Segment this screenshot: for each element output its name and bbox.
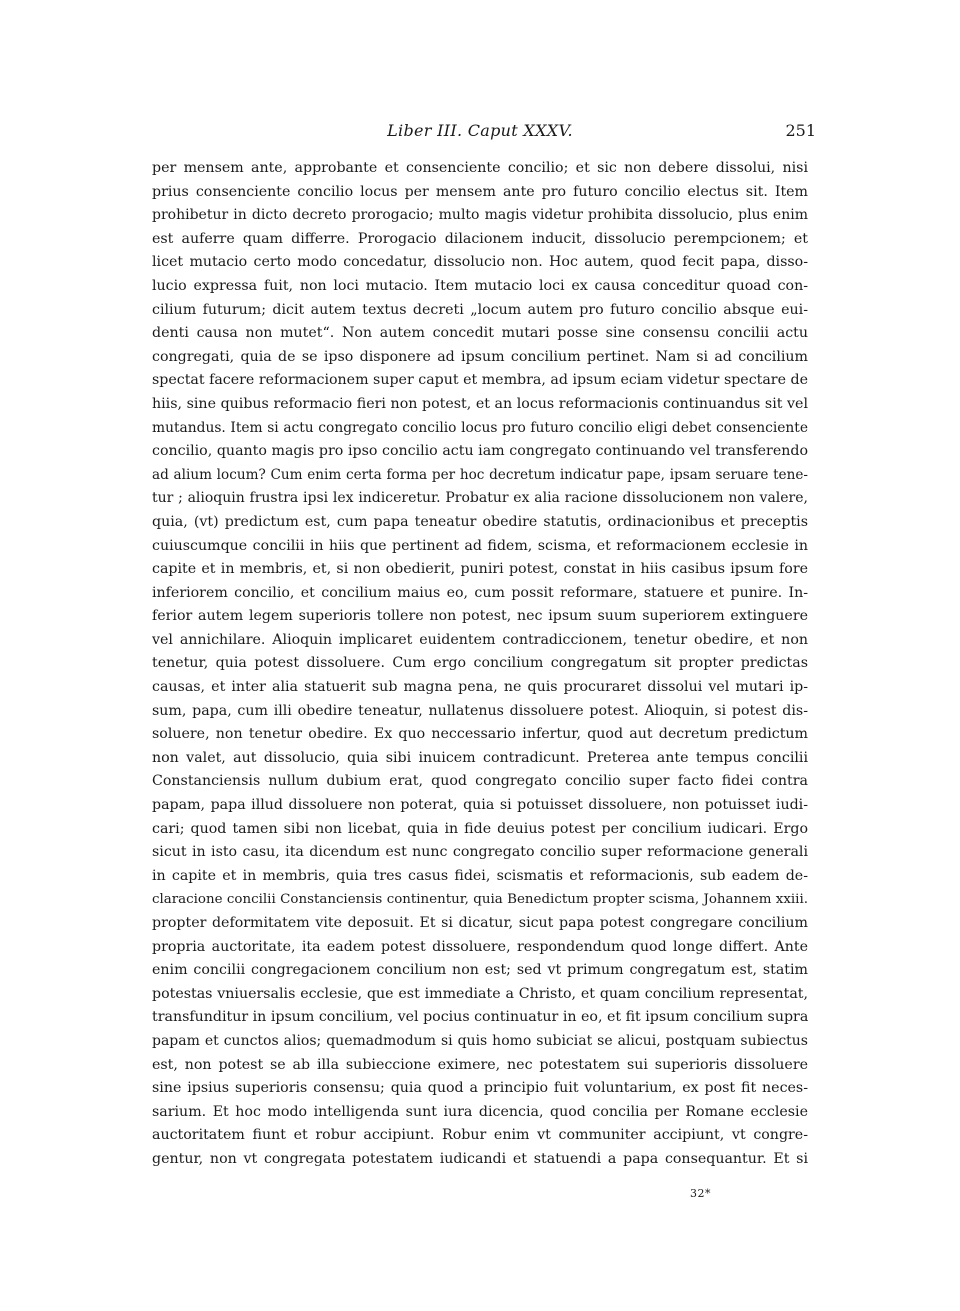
text-line: gentur, non vt congregata potestatem iudicandi et statuendi a papa consequantur. Et si (152, 1150, 808, 1167)
text-line: ferior autem legem superioris tollere non potest, nec ipsum suum superiorem extinguere (152, 608, 808, 625)
running-title: Liber III. Caput XXXV. (387, 121, 573, 140)
text-line: causas, et inter alia statuerit sub magna pena, ne quis procuraret dissolui vel mutari ip- (152, 679, 808, 696)
text-line: est, non potest se ab illa subieccione eximere, nec potestatem sui superioris dissoluere (152, 1056, 808, 1073)
text-line: concilio, quanto magis pro ipso concilio actu iam congregato continuando vel transferendo (152, 443, 808, 460)
text-line: sicut in isto casu, ita dicendum est nunc congregato concilio super reformacione generali (152, 844, 808, 861)
page-number: 251 (785, 121, 816, 140)
text-line: hiis, sine quibus reformacio fieri non potest, et an locus reformacionis continuandus sit vel (152, 395, 808, 412)
text-line: congregati, quia de se ipso disponere ad ipsum concilium pertinet. Nam si ad concilium (152, 348, 808, 365)
text-line: enim concilii congregacionem concilium non est; sed vt primum congregatum est, statim (152, 962, 808, 979)
text-line: papam, papa illud dissoluere non poterat, quia si potuisset dissoluere, non potuisset iudi- (152, 797, 808, 814)
text-line: licet mutacio certo modo concedatur, dissolucio non. Hoc autem, quod fecit papa, disso- (152, 254, 808, 271)
text-line: ad alium locum? Cum enim certa forma per hoc decretum indicatur pape, ipsam seruare tene- (152, 466, 808, 483)
text-line: est auferre quam differre. Prorogacio dilacionem inducit, dissolucio perempcionem; et (152, 230, 808, 247)
body-text (152, 157, 808, 1172)
text-line: non valet, aut dissolucio, quia sibi inuicem contradicunt. Preterea ante tempus concilii (152, 749, 808, 766)
text-line: sum, papa, cum illi obedire teneatur, nullatenus dissoluere potest. Alioquin, si potest dis- (152, 702, 808, 719)
text-line: tur ; alioquin frustra ipsi lex indiceretur. Probatur ex alia racione dissolucionem non valere, (152, 490, 808, 507)
text-line: sarium. Et hoc modo intelligenda sunt iura dicencia, quod concilia per Romane ecclesie (152, 1103, 808, 1120)
text-line: mutandus. Item si actu congregato concilio locus pro futuro concilio eligi debet consenciente (152, 419, 808, 436)
text-line: transfunditur in ipsum concilium, vel pocius continuatur in eo, et fit ipsum concilium supra (152, 1009, 808, 1026)
text-line: potestas vniuersalis ecclesie, que est immediate a Christo, et quam concilium representat, (152, 985, 808, 1002)
text-line: quia, (vt) predictum est, cum papa teneatur obedire statutis, ordinacionibus et preceptis (152, 513, 808, 530)
text-line: soluere, non tenetur obedire. Ex quo neccessario infertur, quod aut decretum predictum (152, 726, 808, 743)
text-line: sine ipsius superioris consensu; quia quod a principio fuit voluntarium, ex post fit neces- (152, 1080, 808, 1097)
text-line: prohibetur in dicto decreto prorogacio; multo magis videtur prohibita dissolucio, plus enim (152, 207, 808, 224)
text-line: cari; quod tamen sibi non licebat, quia in fide deuius potest per concilium iudicari. Ergo (152, 820, 808, 837)
text-line: denti causa non mutet“. Non autem concedit mutari posse sine consensu concilii actu (152, 325, 808, 342)
text-line: propter deformitatem vite deposuit. Et si dicatur, sicut papa potest congregare concilium (152, 915, 808, 931)
text-line: vel annichilare. Alioquin implicaret euidentem contradiccionem, tenetur obedire, et non (152, 631, 808, 648)
text-line: auctoritatem fiunt et robur accipiunt. Robur enim vt communiter accipiunt, vt congre- (152, 1127, 808, 1144)
text-line: per mensem ante, approbante et consenciente concilio; et sic non debere dissolui, nisi (152, 160, 808, 176)
text-line: propria auctoritate, ita eadem potest dissoluere, respondendum quod longe differt. Ante (152, 938, 808, 955)
text-line: lucio expressa fuit, non loci mutacio. Item mutacio loci ex causa conceditur quoad con- (152, 277, 808, 294)
text-line: papam et cunctos alios; quemadmodum si quis homo subiciat se alicui, postquam subiectus (152, 1032, 808, 1049)
text-line: spectat facere reformacionem super caput et membra, ad ipsum eciam videtur spectare de (152, 372, 808, 389)
signature-mark: 32* (690, 1187, 711, 1200)
text-line: capite et in membris, et, si non obedierit, puniri potest, constat in hiis casibus ipsum fore (152, 561, 808, 578)
text-line: claracione concilii Constanciensis continentur, quia Benedictum propter scisma, Johannem xxiii. (152, 892, 808, 908)
text-line: tenetur, quia potest dissoluere. Cum ergo concilium congregatum sit propter predictas (152, 655, 808, 672)
text-line: cuiuscumque concilii in hiis que pertinent ad fidem, scisma, et reformacionem ecclesie in (152, 537, 808, 554)
text-line: Constanciensis nullum dubium erat, quod congregato concilio super facto fidei contra (152, 773, 808, 790)
running-head (152, 120, 816, 142)
text-line: prius consenciente concilio locus per mensem ante pro futuro concilio electus sit. Item (152, 183, 808, 200)
text-line: cilium futurum; dicit autem textus decreti „locum autem pro futuro concilio absque eui- (152, 301, 808, 318)
text-line: in capite et in membris, quia tres casus fidei, scismatis et reformacionis, sub eadem de- (152, 867, 808, 884)
text-line: inferiorem concilio, et concilium maius eo, cum possit reformare, statuere et punire. In- (152, 584, 808, 601)
